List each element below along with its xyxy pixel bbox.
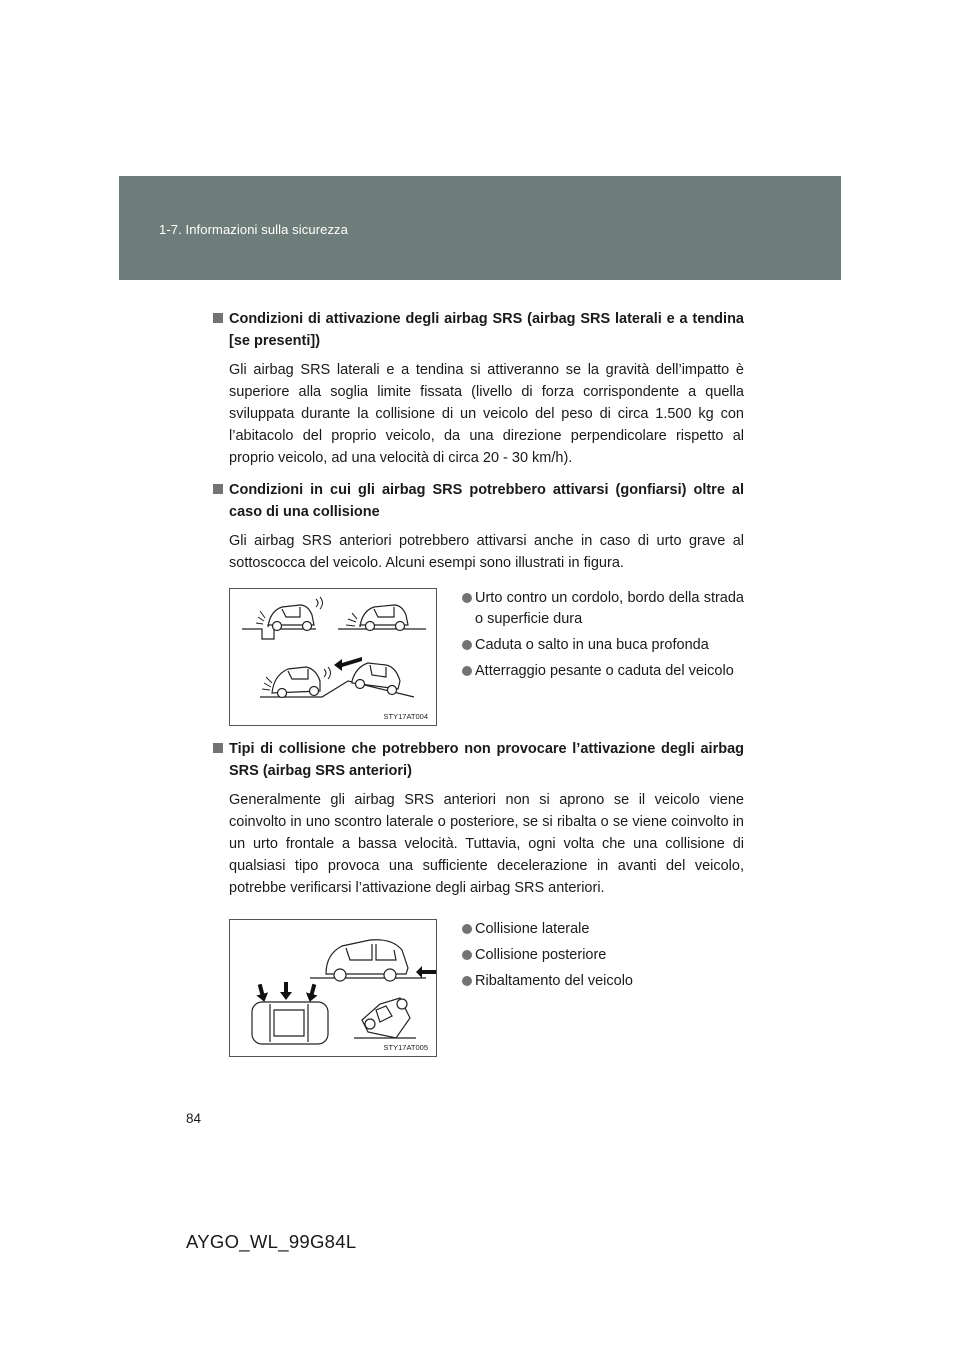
list-item: Ribaltamento del veicolo	[462, 971, 744, 992]
section-heading-activation	[213, 308, 744, 352]
section-body-activation: Gli airbag SRS laterali e a tendina si attiveranno se la gravità dell’impatto è superiore alla soglia limite fissata (livello di forza corrispondente a quella sviluppata durante la collisione di un veicolo del peso di circa 1.500 kg con l’abitacolo del proprio veicolo, da una direzione perpendicolare rispetto al proprio veicolo, ad una velocità di circa 20 - 30 km/h).	[229, 362, 744, 466]
underbody-impact-illustration	[230, 589, 436, 725]
section-heading-non-activation	[213, 738, 744, 782]
circle-bullet-icon	[462, 950, 472, 960]
square-bullet-icon	[213, 743, 223, 753]
heading-text: Tipi di collisione che potrebbero non provocare l’attivazione degli airbag SRS (airbag SRS anteriori)	[229, 741, 744, 779]
list-item: Collisione laterale	[462, 919, 744, 940]
section-body-other-conditions: Gli airbag SRS anteriori potrebbero attivarsi anche in caso di urto grave al sottoscocca del veicolo. Alcuni esempi sono illustrati in figura.	[229, 533, 744, 571]
header-band	[119, 176, 841, 280]
circle-bullet-icon	[462, 666, 472, 676]
circle-bullet-icon	[462, 640, 472, 650]
page-number: 84	[186, 1111, 202, 1126]
page-content	[213, 308, 744, 1057]
figure-row-2	[229, 919, 744, 1057]
underbody-impact-list	[462, 588, 744, 687]
circle-bullet-icon	[462, 593, 472, 603]
heading-text: Condizioni di attivazione degli airbag SRS (airbag SRS laterali e a tendina [se presenti])	[229, 311, 744, 349]
figure-underbody-impacts	[229, 588, 437, 726]
figure-code: STY17AT004	[383, 712, 428, 721]
collision-types-illustration	[230, 920, 436, 1056]
section-heading-other-conditions	[213, 479, 744, 523]
section-body-non-activation: Generalmente gli airbag SRS anteriori non si aprono se il veicolo viene coinvolto in uno scontro laterale o posteriore, se si ribalta o se viene coinvolto in un urto frontale a bassa velocità. Tuttavia, ogni volta che una collisione di qualsiasi tipo provoca una sufficiente decelerazione in avanti del veicolo, potrebbe verificarsi l’attivazione degli airbag SRS anteriori.	[229, 792, 744, 896]
figure-row-1	[229, 588, 744, 726]
list-item: Caduta o salto in una buca profonda	[462, 635, 744, 656]
list-item: Atterraggio pesante o caduta del veicolo	[462, 661, 744, 682]
heading-text: Condizioni in cui gli airbag SRS potrebbero attivarsi (gonfiarsi) oltre al caso di una collisione	[229, 482, 744, 520]
collision-types-list	[462, 919, 744, 997]
list-item: Urto contro un cordolo, bordo della strada o superficie dura	[462, 588, 744, 630]
figure-collision-types	[229, 919, 437, 1057]
circle-bullet-icon	[462, 976, 472, 986]
document-code: AYGO_WL_99G84L	[186, 1231, 357, 1252]
section-title: 1-7. Informazioni sulla sicurezza	[159, 222, 348, 237]
circle-bullet-icon	[462, 924, 472, 934]
list-item: Collisione posteriore	[462, 945, 744, 966]
square-bullet-icon	[213, 313, 223, 323]
figure-code: STY17AT005	[383, 1043, 428, 1052]
square-bullet-icon	[213, 484, 223, 494]
